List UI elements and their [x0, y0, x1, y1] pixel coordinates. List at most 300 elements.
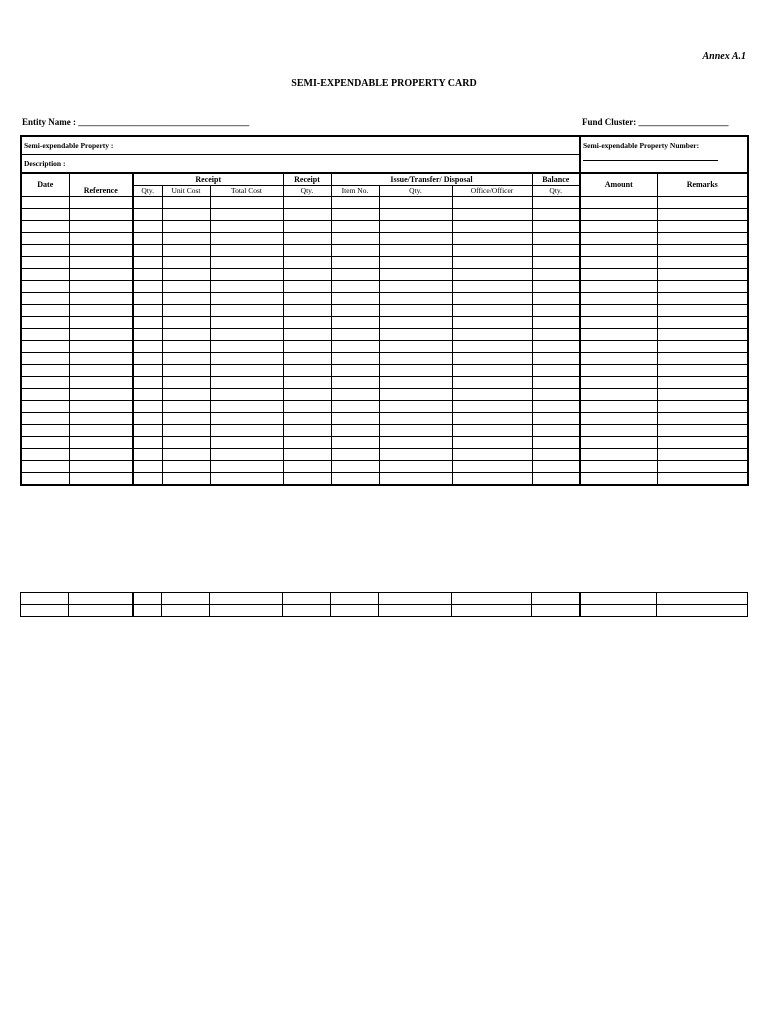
table-cell[interactable]: [331, 269, 379, 281]
table-cell[interactable]: [162, 389, 210, 401]
table-cell[interactable]: [452, 461, 532, 473]
table-cell[interactable]: [210, 473, 283, 486]
table-cell[interactable]: [452, 353, 532, 365]
table-cell[interactable]: [162, 401, 210, 413]
table-cell[interactable]: [283, 449, 331, 461]
table-cell[interactable]: [133, 257, 162, 269]
table-cell[interactable]: [133, 473, 162, 486]
table-cell[interactable]: [452, 365, 532, 377]
table-cell[interactable]: [532, 221, 580, 233]
table-cell[interactable]: [580, 377, 657, 389]
table-cell[interactable]: [657, 353, 748, 365]
table-cell[interactable]: [331, 461, 379, 473]
table-cell[interactable]: [283, 605, 331, 617]
table-cell[interactable]: [580, 353, 657, 365]
table-cell[interactable]: [452, 449, 532, 461]
table-cell[interactable]: [283, 281, 331, 293]
table-cell[interactable]: [162, 365, 210, 377]
table-cell[interactable]: [210, 425, 283, 437]
table-cell[interactable]: [162, 437, 210, 449]
table-cell[interactable]: [210, 269, 283, 281]
table-cell[interactable]: [379, 389, 452, 401]
table-cell[interactable]: [379, 329, 452, 341]
table-cell[interactable]: [162, 377, 210, 389]
table-cell[interactable]: [532, 437, 580, 449]
table-cell[interactable]: [452, 221, 532, 233]
table-cell[interactable]: [331, 257, 379, 269]
table-cell[interactable]: [331, 401, 379, 413]
table-cell[interactable]: [283, 461, 331, 473]
table-cell[interactable]: [331, 281, 379, 293]
table-cell[interactable]: [133, 365, 162, 377]
table-cell[interactable]: [331, 305, 379, 317]
table-cell[interactable]: [452, 269, 532, 281]
table-cell[interactable]: [532, 341, 580, 353]
table-cell[interactable]: [283, 593, 331, 605]
table-cell[interactable]: [532, 257, 580, 269]
table-cell[interactable]: [379, 317, 452, 329]
table-cell[interactable]: [133, 233, 162, 245]
table-cell[interactable]: [210, 293, 283, 305]
table-cell[interactable]: [21, 377, 69, 389]
table-cell[interactable]: [283, 317, 331, 329]
table-cell[interactable]: [580, 209, 657, 221]
property-number-field[interactable]: [580, 136, 748, 173]
table-cell[interactable]: [162, 245, 210, 257]
table-cell[interactable]: [379, 281, 452, 293]
table-cell[interactable]: [210, 437, 283, 449]
table-cell[interactable]: [283, 425, 331, 437]
table-cell[interactable]: [532, 293, 580, 305]
table-cell[interactable]: [133, 593, 162, 605]
table-cell[interactable]: [133, 209, 162, 221]
table-cell[interactable]: [331, 341, 379, 353]
table-cell[interactable]: [657, 605, 748, 617]
table-cell[interactable]: [657, 257, 748, 269]
entity-name-field[interactable]: Entity Name : ______________________________________: [22, 117, 250, 127]
table-cell[interactable]: [133, 317, 162, 329]
table-cell[interactable]: [657, 329, 748, 341]
table-cell[interactable]: [133, 281, 162, 293]
table-cell[interactable]: [532, 197, 580, 209]
table-cell[interactable]: [210, 245, 283, 257]
table-cell[interactable]: [379, 473, 452, 486]
table-cell[interactable]: [657, 221, 748, 233]
table-cell[interactable]: [283, 341, 331, 353]
table-cell[interactable]: [452, 389, 532, 401]
table-cell[interactable]: [69, 233, 133, 245]
table-cell[interactable]: [162, 197, 210, 209]
table-cell[interactable]: [283, 245, 331, 257]
table-cell[interactable]: [657, 341, 748, 353]
table-cell[interactable]: [283, 197, 331, 209]
table-cell[interactable]: [379, 365, 452, 377]
table-cell[interactable]: [21, 221, 69, 233]
table-cell[interactable]: [69, 473, 133, 486]
table-cell[interactable]: [69, 593, 133, 605]
table-cell[interactable]: [452, 317, 532, 329]
table-cell[interactable]: [69, 341, 133, 353]
table-cell[interactable]: [283, 269, 331, 281]
table-cell[interactable]: [580, 305, 657, 317]
table-cell[interactable]: [283, 473, 331, 486]
table-cell[interactable]: [331, 221, 379, 233]
table-cell[interactable]: [283, 365, 331, 377]
table-cell[interactable]: [210, 221, 283, 233]
table-cell[interactable]: [657, 209, 748, 221]
table-cell[interactable]: [379, 221, 452, 233]
table-cell[interactable]: [379, 425, 452, 437]
table-cell[interactable]: [452, 593, 532, 605]
table-cell[interactable]: [657, 593, 748, 605]
table-cell[interactable]: [580, 233, 657, 245]
table-cell[interactable]: [69, 461, 133, 473]
table-cell[interactable]: [210, 377, 283, 389]
table-cell[interactable]: [210, 449, 283, 461]
table-cell[interactable]: [331, 197, 379, 209]
table-cell[interactable]: [283, 293, 331, 305]
table-cell[interactable]: [21, 353, 69, 365]
table-cell[interactable]: [21, 269, 69, 281]
table-cell[interactable]: [532, 377, 580, 389]
table-cell[interactable]: [133, 449, 162, 461]
table-cell[interactable]: [21, 305, 69, 317]
table-cell[interactable]: [452, 437, 532, 449]
table-cell[interactable]: [162, 593, 210, 605]
table-cell[interactable]: [452, 413, 532, 425]
table-cell[interactable]: [210, 353, 283, 365]
table-cell[interactable]: [379, 305, 452, 317]
table-cell[interactable]: [532, 245, 580, 257]
table-cell[interactable]: [331, 245, 379, 257]
table-cell[interactable]: [69, 317, 133, 329]
table-cell[interactable]: [69, 305, 133, 317]
table-cell[interactable]: [210, 593, 283, 605]
table-cell[interactable]: [379, 245, 452, 257]
table-cell[interactable]: [379, 377, 452, 389]
table-cell[interactable]: [162, 413, 210, 425]
table-cell[interactable]: [69, 389, 133, 401]
table-cell[interactable]: [452, 197, 532, 209]
table-cell[interactable]: [331, 209, 379, 221]
table-cell[interactable]: [283, 305, 331, 317]
table-cell[interactable]: [331, 437, 379, 449]
table-cell[interactable]: [580, 461, 657, 473]
table-cell[interactable]: [283, 329, 331, 341]
table-cell[interactable]: [657, 473, 748, 486]
table-cell[interactable]: [331, 425, 379, 437]
table-cell[interactable]: [21, 329, 69, 341]
table-cell[interactable]: [21, 245, 69, 257]
table-cell[interactable]: [452, 401, 532, 413]
table-cell[interactable]: [210, 317, 283, 329]
table-cell[interactable]: [21, 365, 69, 377]
table-cell[interactable]: [580, 401, 657, 413]
table-cell[interactable]: [452, 377, 532, 389]
table-cell[interactable]: [69, 221, 133, 233]
table-cell[interactable]: [452, 605, 532, 617]
table-cell[interactable]: [452, 341, 532, 353]
table-cell[interactable]: [580, 197, 657, 209]
table-cell[interactable]: [69, 329, 133, 341]
table-cell[interactable]: [657, 281, 748, 293]
table-cell[interactable]: [532, 473, 580, 486]
table-cell[interactable]: [162, 281, 210, 293]
table-cell[interactable]: [21, 341, 69, 353]
table-cell[interactable]: [162, 317, 210, 329]
table-cell[interactable]: [532, 305, 580, 317]
table-cell[interactable]: [657, 413, 748, 425]
table-cell[interactable]: [580, 257, 657, 269]
table-cell[interactable]: [532, 233, 580, 245]
table-cell[interactable]: [162, 233, 210, 245]
table-cell[interactable]: [379, 293, 452, 305]
table-cell[interactable]: [210, 281, 283, 293]
table-cell[interactable]: [162, 605, 210, 617]
table-cell[interactable]: [133, 341, 162, 353]
table-cell[interactable]: [133, 401, 162, 413]
table-cell[interactable]: [133, 293, 162, 305]
table-cell[interactable]: [210, 197, 283, 209]
table-cell[interactable]: [210, 401, 283, 413]
table-cell[interactable]: [162, 209, 210, 221]
table-cell[interactable]: [69, 425, 133, 437]
table-cell[interactable]: [21, 437, 69, 449]
table-cell[interactable]: [379, 209, 452, 221]
table-cell[interactable]: [69, 449, 133, 461]
table-cell[interactable]: [162, 257, 210, 269]
table-cell[interactable]: [452, 293, 532, 305]
table-cell[interactable]: [133, 425, 162, 437]
table-cell[interactable]: [580, 281, 657, 293]
table-cell[interactable]: [657, 233, 748, 245]
table-cell[interactable]: [379, 437, 452, 449]
table-cell[interactable]: [379, 461, 452, 473]
table-cell[interactable]: [657, 365, 748, 377]
table-cell[interactable]: [21, 425, 69, 437]
table-cell[interactable]: [657, 449, 748, 461]
table-cell[interactable]: [21, 197, 69, 209]
table-cell[interactable]: [452, 281, 532, 293]
table-cell[interactable]: [210, 209, 283, 221]
table-cell[interactable]: [21, 473, 69, 486]
table-cell[interactable]: [210, 341, 283, 353]
table-cell[interactable]: [331, 293, 379, 305]
table-cell[interactable]: [532, 449, 580, 461]
table-cell[interactable]: [162, 461, 210, 473]
table-cell[interactable]: [452, 305, 532, 317]
table-cell[interactable]: [210, 233, 283, 245]
table-cell[interactable]: [162, 449, 210, 461]
table-cell[interactable]: [162, 341, 210, 353]
table-cell[interactable]: [379, 353, 452, 365]
table-cell[interactable]: [580, 593, 657, 605]
table-cell[interactable]: [69, 437, 133, 449]
table-cell[interactable]: [21, 461, 69, 473]
table-cell[interactable]: [532, 593, 580, 605]
table-cell[interactable]: [379, 341, 452, 353]
table-cell[interactable]: [69, 269, 133, 281]
table-cell[interactable]: [21, 209, 69, 221]
table-cell[interactable]: [580, 449, 657, 461]
table-cell[interactable]: [452, 245, 532, 257]
table-cell[interactable]: [283, 437, 331, 449]
table-cell[interactable]: [580, 413, 657, 425]
table-cell[interactable]: [283, 233, 331, 245]
table-cell[interactable]: [379, 269, 452, 281]
table-cell[interactable]: [133, 329, 162, 341]
table-cell[interactable]: [657, 377, 748, 389]
table-cell[interactable]: [580, 317, 657, 329]
table-cell[interactable]: [162, 305, 210, 317]
table-cell[interactable]: [283, 413, 331, 425]
table-cell[interactable]: [133, 605, 162, 617]
table-cell[interactable]: [532, 461, 580, 473]
table-cell[interactable]: [69, 413, 133, 425]
table-cell[interactable]: [283, 209, 331, 221]
table-cell[interactable]: [580, 245, 657, 257]
table-cell[interactable]: [452, 209, 532, 221]
table-cell[interactable]: [657, 197, 748, 209]
table-cell[interactable]: [452, 473, 532, 486]
table-cell[interactable]: [69, 257, 133, 269]
table-cell[interactable]: [379, 257, 452, 269]
table-cell[interactable]: [133, 245, 162, 257]
table-cell[interactable]: [283, 377, 331, 389]
table-cell[interactable]: [657, 461, 748, 473]
fund-cluster-field[interactable]: Fund Cluster: ____________________: [582, 117, 729, 127]
table-cell[interactable]: [532, 401, 580, 413]
table-cell[interactable]: [580, 341, 657, 353]
table-cell[interactable]: [133, 413, 162, 425]
table-cell[interactable]: [210, 413, 283, 425]
table-cell[interactable]: [580, 425, 657, 437]
table-cell[interactable]: [532, 365, 580, 377]
table-cell[interactable]: [580, 389, 657, 401]
table-cell[interactable]: [210, 605, 283, 617]
table-cell[interactable]: [532, 317, 580, 329]
table-cell[interactable]: [532, 413, 580, 425]
table-cell[interactable]: [657, 389, 748, 401]
table-cell[interactable]: [21, 449, 69, 461]
table-cell[interactable]: [331, 449, 379, 461]
table-cell[interactable]: [379, 593, 452, 605]
table-cell[interactable]: [379, 197, 452, 209]
table-cell[interactable]: [379, 449, 452, 461]
table-cell[interactable]: [210, 305, 283, 317]
semi-expendable-property-field[interactable]: Semi-expendable Property :: [21, 136, 580, 155]
table-cell[interactable]: [21, 605, 69, 617]
table-cell[interactable]: [580, 269, 657, 281]
table-cell[interactable]: [283, 353, 331, 365]
table-cell[interactable]: [331, 389, 379, 401]
table-cell[interactable]: [283, 389, 331, 401]
table-cell[interactable]: [133, 269, 162, 281]
table-cell[interactable]: [657, 317, 748, 329]
table-cell[interactable]: [69, 209, 133, 221]
table-cell[interactable]: [657, 269, 748, 281]
table-cell[interactable]: [162, 269, 210, 281]
table-cell[interactable]: [532, 329, 580, 341]
table-cell[interactable]: [210, 461, 283, 473]
table-cell[interactable]: [21, 233, 69, 245]
table-cell[interactable]: [21, 293, 69, 305]
table-cell[interactable]: [532, 389, 580, 401]
table-cell[interactable]: [532, 425, 580, 437]
table-cell[interactable]: [331, 593, 379, 605]
table-cell[interactable]: [69, 281, 133, 293]
table-cell[interactable]: [162, 353, 210, 365]
table-cell[interactable]: [532, 353, 580, 365]
table-cell[interactable]: [331, 317, 379, 329]
table-cell[interactable]: [283, 401, 331, 413]
table-cell[interactable]: [21, 389, 69, 401]
table-cell[interactable]: [379, 413, 452, 425]
table-cell[interactable]: [21, 317, 69, 329]
table-cell[interactable]: [657, 425, 748, 437]
table-cell[interactable]: [331, 413, 379, 425]
table-cell[interactable]: [133, 197, 162, 209]
table-cell[interactable]: [331, 329, 379, 341]
table-cell[interactable]: [331, 365, 379, 377]
table-cell[interactable]: [580, 605, 657, 617]
table-cell[interactable]: [379, 233, 452, 245]
table-cell[interactable]: [452, 257, 532, 269]
table-cell[interactable]: [69, 197, 133, 209]
table-cell[interactable]: [133, 305, 162, 317]
table-cell[interactable]: [133, 461, 162, 473]
table-cell[interactable]: [21, 413, 69, 425]
table-cell[interactable]: [133, 389, 162, 401]
table-cell[interactable]: [162, 473, 210, 486]
table-cell[interactable]: [133, 437, 162, 449]
table-cell[interactable]: [331, 233, 379, 245]
table-cell[interactable]: [69, 353, 133, 365]
table-cell[interactable]: [657, 305, 748, 317]
table-cell[interactable]: [452, 329, 532, 341]
table-cell[interactable]: [162, 293, 210, 305]
table-cell[interactable]: [21, 593, 69, 605]
table-cell[interactable]: [657, 245, 748, 257]
table-cell[interactable]: [657, 293, 748, 305]
table-cell[interactable]: [379, 401, 452, 413]
table-cell[interactable]: [69, 365, 133, 377]
table-cell[interactable]: [532, 281, 580, 293]
table-cell[interactable]: [69, 377, 133, 389]
table-cell[interactable]: [69, 245, 133, 257]
table-cell[interactable]: [580, 293, 657, 305]
table-cell[interactable]: [69, 605, 133, 617]
table-cell[interactable]: [331, 605, 379, 617]
table-cell[interactable]: [657, 401, 748, 413]
table-cell[interactable]: [21, 257, 69, 269]
table-cell[interactable]: [580, 437, 657, 449]
description-field[interactable]: Description :: [21, 155, 580, 174]
table-cell[interactable]: [379, 605, 452, 617]
table-cell[interactable]: [133, 221, 162, 233]
table-cell[interactable]: [452, 425, 532, 437]
table-cell[interactable]: [21, 401, 69, 413]
table-cell[interactable]: [580, 221, 657, 233]
table-cell[interactable]: [452, 233, 532, 245]
table-cell[interactable]: [133, 353, 162, 365]
table-cell[interactable]: [532, 605, 580, 617]
table-cell[interactable]: [69, 293, 133, 305]
table-cell[interactable]: [210, 365, 283, 377]
table-cell[interactable]: [162, 221, 210, 233]
table-cell[interactable]: [580, 365, 657, 377]
table-cell[interactable]: [283, 257, 331, 269]
